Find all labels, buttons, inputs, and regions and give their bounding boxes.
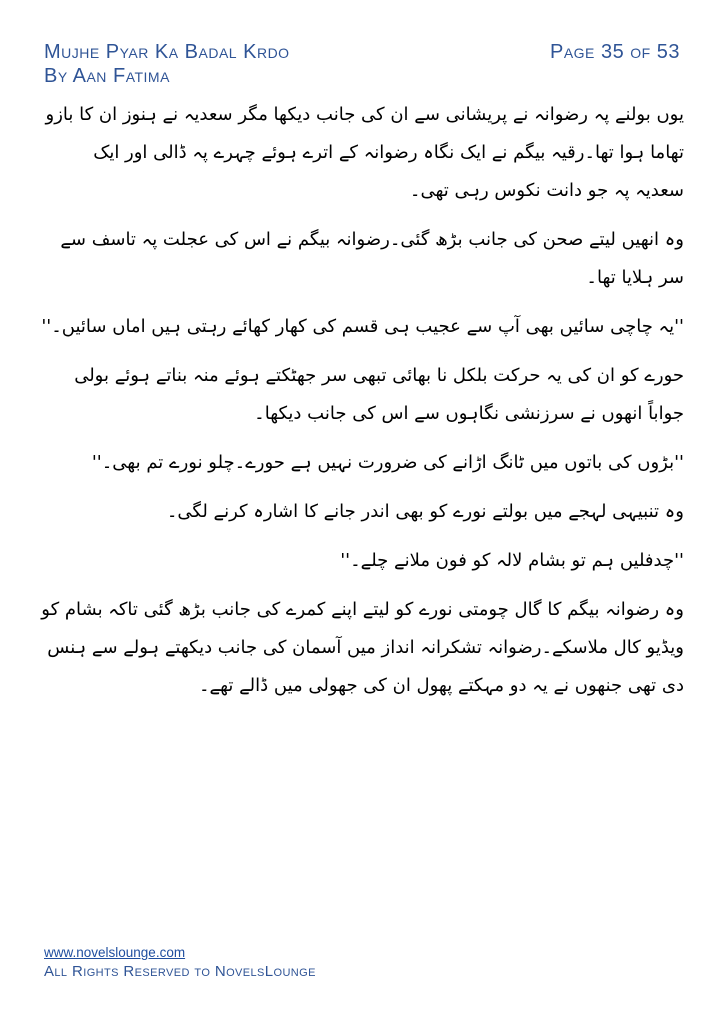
paragraph: ''بڑوں کی باتوں میں ٹانگ اڑانے کی ضرورت نہیں ہے حورے۔چلو نورے تم بھی۔'' [91,452,684,473]
website-link[interactable]: www.novelslounge.com [44,945,186,960]
page-number: Page 35 of 53 [549,41,680,63]
paragraph: وہ تنبیہی لہجے میں بولتے نورے کو بھی اندر جانے کا اشارہ کرنے لگی۔ [166,501,684,522]
paragraph: وہ انھیں لیتے صحن کی جانب بڑھ گئی۔رضوانہ بیگم نے اس کی عجلت پہ تاسف سے سر ہلایا تھا۔ [60,229,684,288]
story-body [40,96,684,716]
novel-title: Mujhe Pyar Ka Badal Krdo [44,41,290,63]
page-footer [44,944,680,982]
paragraph: ''چدفلیں ہم تو بشام لالہ کو فون ملانے چلے۔'' [340,550,684,571]
page-header [44,40,680,90]
author-name: By Aan Fatima [44,65,170,87]
paragraph: حورے کو ان کی یہ حرکت بلکل نا بھائی تبھی سر جھٹکتے ہوئے منہ بناتے ہوئے بولی جواباً انھوں نے سرزنشی نگاہوں سے اس کی جانب دیکھا۔ [74,365,684,424]
copyright-notice: All Rights Reserved to NovelsLounge [44,963,316,980]
paragraph: وہ رضوانہ بیگم کا گال چومتی نورے کو لیتے اپنے کمرے کی جانب بڑھ گئی تاکہ بشام کو ویڈیو کال ملاسکے۔رضوانہ تشکرانہ انداز میں آسمان کی جانب دیکھتے ہولے سے ہنس دی تھی جنھوں نے یہ دو مہکتے پھول ان کی جھولی میں ڈالے تھے۔ [41,599,684,696]
paragraph: ''یہ چاچی سائیں بھی آپ سے عجیب ہی قسم کی کھار کھائے رہتی ہیں اماں سائیں۔'' [41,316,684,337]
paragraph: یوں بولنے پہ رضوانہ نے پریشانی سے ان کی جانب دیکھا مگر سعدیہ نے ہنوز ان کا بازو تھاما ہوا تھا۔رقیہ بیگم نے ایک نگاہ رضوانہ کے اترے ہوئے چہرے پہ ڈالی اور ایک سعدیہ پہ جو دانت نکوس رہی تھی۔ [45,104,684,201]
